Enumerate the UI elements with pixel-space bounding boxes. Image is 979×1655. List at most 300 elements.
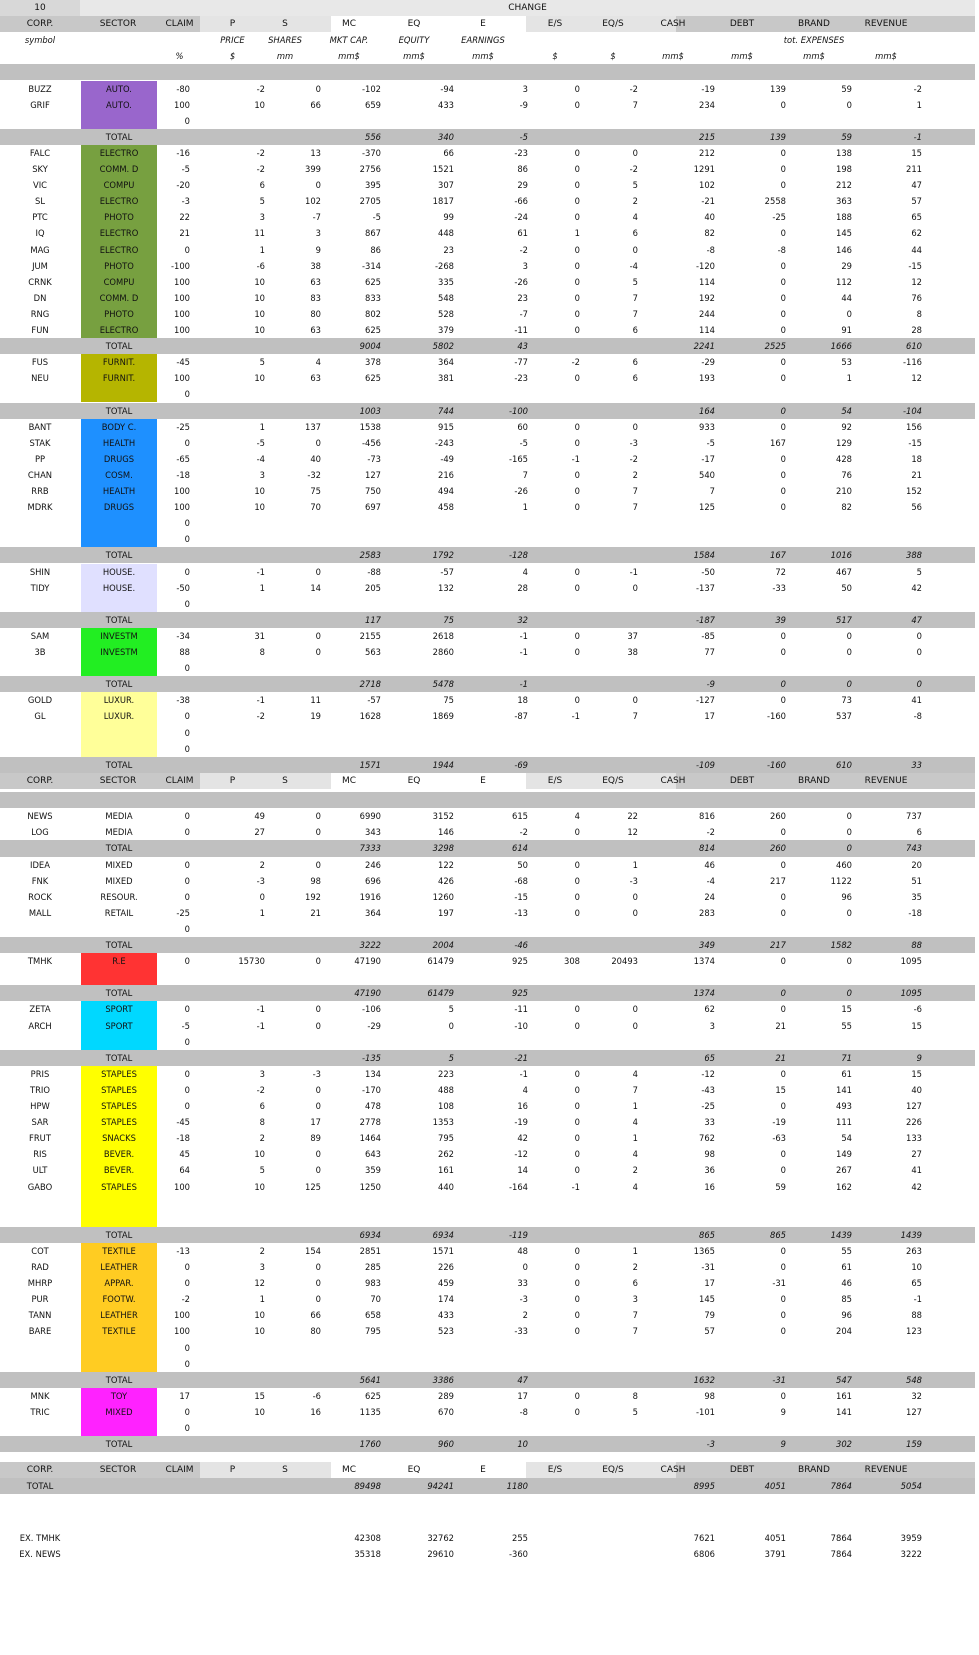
cell-col-8[interactable]: 0 bbox=[574, 147, 580, 158]
cell-col-4[interactable]: 98 bbox=[310, 875, 321, 886]
cell-col-0[interactable]: BARE bbox=[28, 1326, 52, 1337]
cell-col-4[interactable]: -6 bbox=[312, 1390, 321, 1401]
cell-col-13[interactable]: 12 bbox=[911, 276, 922, 287]
cell-col-7[interactable]: -24 bbox=[514, 212, 528, 223]
cell-col-13[interactable]: 28 bbox=[911, 325, 922, 335]
cell-col-7[interactable]: 0 bbox=[522, 1262, 528, 1273]
cell-col-12[interactable]: 267 bbox=[836, 1165, 852, 1176]
cell-col-11[interactable]: 0 bbox=[780, 630, 786, 641]
cell-col-1[interactable]: COSM. bbox=[105, 469, 133, 480]
cell-col-5[interactable]: -314 bbox=[361, 260, 381, 271]
cell-col-1[interactable]: STAPLES bbox=[101, 1084, 137, 1095]
cell-col-8[interactable]: 0 bbox=[574, 695, 580, 706]
cell-col-10[interactable]: 1291 bbox=[693, 164, 715, 174]
cell-col-10[interactable]: 192 bbox=[699, 292, 715, 303]
cell-col-0[interactable]: JUM bbox=[32, 260, 48, 271]
cell-col-8[interactable]: 0 bbox=[574, 891, 580, 902]
cell-col-2[interactable]: 100 bbox=[174, 99, 190, 110]
cell-col-11[interactable]: -25 bbox=[772, 212, 786, 223]
cell-col-6[interactable]: 75 bbox=[443, 614, 454, 625]
cell-col-8[interactable]: 0 bbox=[574, 1262, 580, 1273]
cell-col-2[interactable]: -38 bbox=[176, 695, 190, 706]
cell-col-5[interactable]: 205 bbox=[365, 582, 381, 593]
cell-col-10[interactable]: 244 bbox=[699, 308, 715, 319]
cell-col-6[interactable]: 960 bbox=[438, 1439, 454, 1450]
cell-col-7[interactable]: 255 bbox=[512, 1532, 528, 1543]
cell-col-4[interactable]: 14 bbox=[310, 582, 321, 593]
cell-col-2[interactable]: 88 bbox=[179, 647, 190, 657]
cell-col-4[interactable]: 70 bbox=[310, 502, 321, 513]
cell-col-3[interactable]: 10 bbox=[254, 502, 265, 513]
cell-col-3[interactable]: 10 bbox=[254, 1181, 265, 1192]
cell-col-12[interactable]: 76 bbox=[841, 469, 852, 480]
cell-col-11[interactable]: 0 bbox=[780, 1326, 786, 1337]
cell-col-12[interactable]: 198 bbox=[836, 164, 852, 174]
cell-col-9[interactable]: 7 bbox=[632, 711, 638, 722]
cell-col-13[interactable]: 88 bbox=[911, 1310, 922, 1321]
cell-col-4[interactable]: 63 bbox=[310, 276, 321, 287]
cell-col-11[interactable]: 2558 bbox=[764, 196, 786, 207]
cell-col-2[interactable]: 0 bbox=[184, 859, 190, 870]
cell-col-2[interactable]: 0 bbox=[184, 711, 190, 722]
cell-col-0[interactable]: HPW bbox=[30, 1101, 50, 1112]
cell-col-8[interactable]: 0 bbox=[574, 1326, 580, 1337]
cell-col-12[interactable]: 0 bbox=[846, 988, 852, 999]
cell-col-13[interactable]: 41 bbox=[911, 695, 922, 706]
cell-col-0[interactable]: RIS bbox=[33, 1149, 47, 1160]
cell-col-10[interactable]: 1365 bbox=[693, 1245, 715, 1256]
cell-col-7[interactable]: -77 bbox=[514, 357, 528, 368]
cell-col-11[interactable]: 21 bbox=[775, 1052, 786, 1063]
cell-col-2[interactable]: 0 bbox=[184, 566, 190, 577]
cell-col-7[interactable]: -66 bbox=[514, 196, 528, 207]
cell-col-2[interactable]: 100 bbox=[174, 1181, 190, 1192]
cell-col-6[interactable]: 1260 bbox=[432, 891, 454, 902]
cell-col-0[interactable]: FUN bbox=[31, 325, 49, 335]
cell-col-12[interactable]: 7864 bbox=[830, 1480, 852, 1491]
cell-col-8[interactable]: 0 bbox=[574, 212, 580, 223]
cell-col-10[interactable]: -101 bbox=[695, 1406, 715, 1417]
cell-col-2[interactable]: 0 bbox=[184, 244, 190, 255]
cell-col-1[interactable]: DRUGS bbox=[103, 502, 135, 513]
cell-col-3[interactable]: 8 bbox=[259, 647, 265, 657]
cell-col-6[interactable]: -49 bbox=[440, 453, 454, 464]
cell-col-11[interactable]: 0 bbox=[780, 695, 786, 706]
cell-col-13[interactable]: 76 bbox=[911, 292, 922, 303]
cell-col-4[interactable]: 4 bbox=[315, 357, 321, 368]
cell-col-1[interactable]: TEXTILE bbox=[102, 1245, 136, 1256]
cell-col-10[interactable]: 33 bbox=[704, 1117, 715, 1128]
cell-col-7[interactable]: 2 bbox=[522, 1310, 528, 1321]
cell-col-1[interactable]: ELECTRO bbox=[99, 244, 139, 255]
cell-col-6[interactable]: 5478 bbox=[432, 679, 454, 690]
cell-col-1[interactable]: MEDIA bbox=[105, 811, 133, 822]
cell-col-13[interactable]: 21 bbox=[911, 469, 922, 480]
cell-col-1[interactable]: TOTAL bbox=[105, 1439, 133, 1450]
cell-col-0[interactable]: COT bbox=[31, 1245, 49, 1256]
cell-col-6[interactable]: 99 bbox=[443, 212, 454, 223]
cell-col-1[interactable]: TOTAL bbox=[105, 988, 133, 999]
cell-col-13[interactable]: 88 bbox=[911, 940, 922, 951]
cell-col-5[interactable]: 2718 bbox=[359, 679, 381, 690]
cell-col-5[interactable]: 625 bbox=[365, 373, 381, 384]
cell-col-7[interactable]: 14 bbox=[517, 1165, 528, 1176]
cell-col-6[interactable]: 1869 bbox=[432, 711, 454, 722]
cell-col-2[interactable]: 100 bbox=[174, 373, 190, 384]
cell-col-5[interactable]: 1628 bbox=[359, 711, 381, 722]
cell-col-0[interactable]: TRIO bbox=[30, 1084, 50, 1095]
header-brand[interactable]: BRAND bbox=[798, 19, 830, 30]
cell-col-8[interactable]: 0 bbox=[574, 276, 580, 287]
cell-col-9[interactable]: 0 bbox=[632, 582, 638, 593]
cell-col-1[interactable]: TOTAL bbox=[105, 341, 133, 352]
cell-col-1[interactable]: MIXED bbox=[105, 875, 133, 886]
cell-col-3[interactable]: -2 bbox=[256, 711, 265, 722]
header-eq[interactable]: EQ bbox=[407, 19, 421, 30]
cell-col-9[interactable]: 0 bbox=[632, 695, 638, 706]
cell-col-7[interactable]: 16 bbox=[517, 1101, 528, 1112]
cell-col-5[interactable]: 70 bbox=[370, 1294, 381, 1305]
cell-col-11[interactable]: 217 bbox=[770, 875, 786, 886]
cell-col-9[interactable]: 0 bbox=[632, 891, 638, 902]
cell-col-2[interactable]: 45 bbox=[179, 1149, 190, 1160]
cell-col-8[interactable]: 0 bbox=[574, 630, 580, 641]
cell-col-3[interactable]: 15730 bbox=[238, 956, 265, 967]
cell-col-3[interactable]: 3 bbox=[259, 1068, 265, 1079]
cell-col-0[interactable]: GOLD bbox=[27, 695, 53, 706]
cell-col-10[interactable]: -120 bbox=[695, 260, 715, 271]
cell-col-9[interactable]: 2 bbox=[632, 1165, 638, 1176]
cell-col-3[interactable]: 2 bbox=[259, 859, 265, 870]
cell-col-6[interactable]: 5802 bbox=[432, 341, 454, 352]
cell-col-6[interactable]: -243 bbox=[434, 437, 454, 448]
cell-col-13[interactable]: -18 bbox=[908, 907, 922, 918]
cell-col-12[interactable]: 161 bbox=[836, 1390, 852, 1401]
cell-col-4[interactable]: 0 bbox=[315, 647, 321, 657]
cell-col-0[interactable]: SAR bbox=[31, 1117, 49, 1128]
cell-col-7[interactable]: 60 bbox=[517, 421, 528, 432]
cell-col-4[interactable]: 38 bbox=[310, 260, 321, 271]
cell-col-1[interactable]: DRUGS bbox=[103, 453, 135, 464]
cell-col-1[interactable]: HEALTH bbox=[102, 437, 136, 448]
header-revenue[interactable]: REVENUE bbox=[864, 775, 908, 786]
cell-col-0[interactable]: RAD bbox=[31, 1262, 49, 1273]
cell-col-2[interactable]: -34 bbox=[176, 630, 190, 641]
cell-col-4[interactable]: 17 bbox=[310, 1117, 321, 1128]
header-eqs[interactable]: EQ/S bbox=[602, 775, 624, 786]
cell-col-10[interactable]: 7621 bbox=[693, 1532, 715, 1543]
header-es[interactable]: E/S bbox=[547, 775, 563, 786]
cell-col-7[interactable]: 925 bbox=[512, 988, 528, 999]
cell-col-3[interactable]: 15 bbox=[254, 1390, 265, 1401]
cell-col-5[interactable]: -135 bbox=[361, 1052, 381, 1063]
cell-col-0[interactable]: 3B bbox=[34, 647, 46, 657]
cell-col-12[interactable]: 50 bbox=[841, 582, 852, 593]
cell-col-12[interactable]: 0 bbox=[846, 647, 852, 657]
cell-col-7[interactable]: 32 bbox=[517, 614, 528, 625]
cell-col-11[interactable]: 0 bbox=[780, 502, 786, 513]
cell-col-13[interactable]: 18 bbox=[911, 453, 922, 464]
cell-col-13[interactable]: 0 bbox=[916, 647, 922, 657]
cell-col-1[interactable]: HEALTH bbox=[102, 486, 136, 496]
cell-col-6[interactable]: 146 bbox=[438, 827, 454, 838]
header-eq[interactable]: EQ bbox=[407, 1464, 421, 1475]
cell-col-12[interactable]: 0 bbox=[846, 907, 852, 918]
cell-col-3[interactable]: -2 bbox=[256, 164, 265, 174]
cell-col-6[interactable]: 1521 bbox=[432, 164, 454, 174]
cell-col-5[interactable]: 625 bbox=[365, 276, 381, 287]
cell-col-13[interactable]: 65 bbox=[911, 1278, 922, 1289]
cell-col-10[interactable]: -85 bbox=[701, 630, 715, 641]
cell-col-8[interactable]: 0 bbox=[574, 875, 580, 886]
cell-col-10[interactable]: 6806 bbox=[693, 1548, 715, 1559]
cell-col-9[interactable]: 20493 bbox=[611, 956, 638, 967]
header-mc[interactable]: MC bbox=[341, 1464, 357, 1475]
cell-col-0[interactable]: STAK bbox=[29, 437, 51, 448]
cell-col-5[interactable]: 2756 bbox=[359, 164, 381, 174]
cell-col-4[interactable]: 0 bbox=[315, 566, 321, 577]
cell-col-0[interactable]: EX. TMHK bbox=[19, 1532, 61, 1543]
cell-col-11[interactable]: 865 bbox=[770, 1229, 786, 1240]
cell-col-5[interactable]: 6990 bbox=[359, 811, 381, 822]
cell-col-4[interactable]: 0 bbox=[315, 437, 321, 448]
cell-col-7[interactable]: 28 bbox=[517, 582, 528, 593]
cell-col-9[interactable]: 1 bbox=[632, 1245, 638, 1256]
cell-col-13[interactable]: 33 bbox=[911, 759, 922, 770]
cell-col-10[interactable]: 40 bbox=[704, 212, 715, 223]
cell-col-10[interactable]: 540 bbox=[699, 469, 715, 480]
cell-col-8[interactable]: 0 bbox=[574, 196, 580, 207]
cell-col-8[interactable]: 0 bbox=[574, 373, 580, 384]
cell-col-5[interactable]: -456 bbox=[361, 437, 381, 448]
cell-col-10[interactable]: 82 bbox=[704, 228, 715, 239]
cell-col-6[interactable]: 5 bbox=[448, 1004, 454, 1015]
cell-col-9[interactable]: -2 bbox=[629, 164, 638, 174]
cell-col-9[interactable]: 8 bbox=[632, 1390, 638, 1401]
cell-col-9[interactable]: 6 bbox=[632, 325, 638, 335]
cell-col-5[interactable]: 983 bbox=[365, 1278, 381, 1289]
cell-col-13[interactable]: -104 bbox=[902, 405, 922, 416]
cell-col-8[interactable]: 0 bbox=[574, 1117, 580, 1128]
header-e[interactable]: E bbox=[480, 1464, 486, 1475]
cell-col-2[interactable]: 0 bbox=[184, 115, 190, 126]
cell-col-10[interactable]: -5 bbox=[706, 437, 715, 448]
cell-col-9[interactable]: 1 bbox=[632, 859, 638, 870]
cell-col-5[interactable]: 47190 bbox=[354, 956, 381, 967]
cell-col-11[interactable]: 0 bbox=[780, 1149, 786, 1160]
cell-col-6[interactable]: 379 bbox=[438, 325, 454, 335]
cell-col-0[interactable]: GABO bbox=[27, 1181, 53, 1192]
cell-col-5[interactable]: 1538 bbox=[359, 421, 381, 432]
cell-col-6[interactable]: 340 bbox=[438, 131, 454, 142]
cell-col-13[interactable]: 57 bbox=[911, 196, 922, 207]
cell-col-6[interactable]: 1353 bbox=[432, 1117, 454, 1128]
cell-col-5[interactable]: 802 bbox=[365, 308, 381, 319]
cell-col-5[interactable]: -73 bbox=[367, 453, 381, 464]
cell-col-3[interactable]: 5 bbox=[259, 196, 265, 207]
cell-col-12[interactable]: 1666 bbox=[830, 341, 852, 352]
cell-col-2[interactable]: 22 bbox=[179, 212, 190, 223]
cell-col-11[interactable]: 2525 bbox=[764, 341, 786, 352]
cell-col-7[interactable]: 50 bbox=[517, 859, 528, 870]
cell-col-12[interactable]: 55 bbox=[841, 1245, 852, 1256]
cell-col-6[interactable]: 523 bbox=[438, 1326, 454, 1337]
header-revenue[interactable]: REVENUE bbox=[864, 19, 908, 30]
cell-col-5[interactable]: 696 bbox=[365, 875, 381, 886]
cell-col-10[interactable]: 1374 bbox=[693, 988, 715, 999]
cell-col-3[interactable]: 49 bbox=[254, 811, 265, 822]
cell-col-11[interactable]: 15 bbox=[775, 1084, 786, 1095]
cell-col-11[interactable]: 0 bbox=[780, 292, 786, 303]
cell-col-12[interactable]: 46 bbox=[841, 1278, 852, 1289]
cell-col-10[interactable]: -31 bbox=[701, 1262, 715, 1273]
cell-col-1[interactable]: COMPU bbox=[103, 276, 135, 287]
cell-col-6[interactable]: 174 bbox=[438, 1294, 454, 1305]
cell-col-11[interactable]: 0 bbox=[780, 679, 786, 690]
cell-col-7[interactable]: 33 bbox=[517, 1278, 528, 1289]
cell-col-13[interactable]: -2 bbox=[913, 83, 922, 94]
cell-col-7[interactable]: 23 bbox=[517, 292, 528, 303]
cell-col-10[interactable]: 234 bbox=[699, 99, 715, 110]
cell-col-8[interactable]: 0 bbox=[574, 859, 580, 870]
cell-col-2[interactable]: -18 bbox=[176, 469, 190, 480]
cell-col-2[interactable]: 0 bbox=[184, 891, 190, 902]
cell-col-13[interactable]: 56 bbox=[911, 502, 922, 513]
header-corp[interactable]: CORP. bbox=[26, 1464, 54, 1475]
cell-col-13[interactable]: 51 bbox=[911, 875, 922, 886]
cell-col-13[interactable]: 40 bbox=[911, 1084, 922, 1095]
cell-col-7[interactable]: 86 bbox=[517, 164, 528, 174]
header-s[interactable]: S bbox=[282, 1464, 288, 1475]
cell-col-4[interactable]: 0 bbox=[315, 1084, 321, 1095]
cell-col-0[interactable]: PP bbox=[34, 453, 46, 464]
cell-col-10[interactable]: 2241 bbox=[693, 341, 715, 352]
cell-col-8[interactable]: 0 bbox=[574, 1406, 580, 1417]
cell-col-3[interactable]: 1 bbox=[259, 244, 265, 255]
cell-col-6[interactable]: 66 bbox=[443, 147, 454, 158]
cell-col-12[interactable]: 61 bbox=[841, 1068, 852, 1079]
cell-col-4[interactable]: 0 bbox=[315, 1004, 321, 1015]
cell-col-5[interactable]: -88 bbox=[367, 566, 381, 577]
cell-col-7[interactable]: -1 bbox=[519, 647, 528, 657]
cell-col-11[interactable]: -19 bbox=[772, 1117, 786, 1128]
cell-col-0[interactable]: PUR bbox=[31, 1294, 49, 1305]
cell-col-12[interactable]: 0 bbox=[846, 630, 852, 641]
cell-col-12[interactable]: 146 bbox=[836, 244, 852, 255]
cell-col-11[interactable]: 0 bbox=[780, 1390, 786, 1401]
cell-col-13[interactable]: 0 bbox=[916, 679, 922, 690]
cell-col-7[interactable]: 4 bbox=[522, 1084, 528, 1095]
cell-col-10[interactable]: 7 bbox=[709, 486, 715, 496]
cell-col-5[interactable]: 2705 bbox=[359, 196, 381, 207]
cell-col-6[interactable]: 433 bbox=[438, 99, 454, 110]
cell-col-4[interactable]: 0 bbox=[315, 956, 321, 967]
cell-col-8[interactable]: 0 bbox=[574, 1020, 580, 1031]
cell-col-1[interactable]: LUXUR. bbox=[103, 711, 135, 722]
cell-col-12[interactable]: 610 bbox=[836, 759, 852, 770]
cell-col-10[interactable]: 1584 bbox=[693, 550, 715, 561]
cell-col-7[interactable]: 615 bbox=[512, 811, 528, 822]
cell-col-9[interactable]: -3 bbox=[629, 875, 638, 886]
cell-col-4[interactable]: 102 bbox=[305, 196, 321, 207]
cell-col-12[interactable]: 82 bbox=[841, 502, 852, 513]
cell-col-4[interactable]: 0 bbox=[315, 1262, 321, 1273]
cell-col-9[interactable]: 2 bbox=[632, 196, 638, 207]
cell-col-3[interactable]: 10 bbox=[254, 99, 265, 110]
cell-col-6[interactable]: 448 bbox=[438, 228, 454, 239]
cell-col-6[interactable]: 440 bbox=[438, 1181, 454, 1192]
cell-col-3[interactable]: 2 bbox=[259, 1245, 265, 1256]
cell-col-1[interactable]: LUXUR. bbox=[103, 695, 135, 706]
cell-col-6[interactable]: 226 bbox=[438, 1262, 454, 1273]
cell-col-6[interactable]: 528 bbox=[438, 308, 454, 319]
cell-col-9[interactable]: 0 bbox=[632, 1004, 638, 1015]
header-e[interactable]: E bbox=[480, 19, 486, 30]
cell-col-10[interactable]: 215 bbox=[699, 131, 715, 142]
cell-col-6[interactable]: 795 bbox=[438, 1133, 454, 1144]
cell-col-2[interactable]: 0 bbox=[184, 1406, 190, 1417]
cell-col-5[interactable]: 134 bbox=[365, 1068, 381, 1079]
cell-col-5[interactable]: 35318 bbox=[354, 1548, 381, 1559]
cell-col-5[interactable]: -102 bbox=[361, 83, 381, 94]
cell-col-11[interactable]: 21 bbox=[775, 1020, 786, 1031]
cell-col-6[interactable]: 3298 bbox=[432, 843, 454, 854]
cell-col-12[interactable]: 138 bbox=[836, 147, 852, 158]
cell-col-3[interactable]: 10 bbox=[254, 1326, 265, 1337]
header-debt[interactable]: DEBT bbox=[729, 1464, 755, 1475]
cell-col-10[interactable]: 164 bbox=[699, 405, 715, 416]
cell-col-2[interactable]: 100 bbox=[174, 308, 190, 319]
cell-col-10[interactable]: 36 bbox=[704, 1165, 715, 1176]
cell-col-5[interactable]: 5641 bbox=[359, 1374, 381, 1385]
cell-col-4[interactable]: 66 bbox=[310, 1310, 321, 1321]
cell-col-1[interactable]: ELECTRO bbox=[99, 325, 139, 335]
cell-col-4[interactable]: 0 bbox=[315, 83, 321, 94]
cell-col-9[interactable]: 22 bbox=[627, 811, 638, 822]
cell-col-10[interactable]: -9 bbox=[706, 679, 715, 690]
cell-col-1[interactable]: TOTAL bbox=[105, 614, 133, 625]
header-corp[interactable]: CORP. bbox=[26, 19, 54, 30]
cell-col-1[interactable]: TOTAL bbox=[105, 1374, 133, 1385]
cell-col-13[interactable]: 15 bbox=[911, 147, 922, 158]
cell-col-1[interactable]: RETAIL bbox=[104, 907, 134, 918]
cell-col-3[interactable]: 10 bbox=[254, 292, 265, 303]
cell-col-12[interactable]: 1582 bbox=[830, 940, 852, 951]
header-claim[interactable]: CLAIM bbox=[165, 775, 194, 786]
cell-col-8[interactable]: 0 bbox=[574, 1133, 580, 1144]
cell-col-7[interactable]: -2 bbox=[519, 827, 528, 838]
cell-col-11[interactable]: 217 bbox=[770, 940, 786, 951]
cell-col-8[interactable]: 0 bbox=[574, 502, 580, 513]
cell-col-0[interactable]: RNG bbox=[30, 308, 50, 319]
cell-col-6[interactable]: 262 bbox=[438, 1149, 454, 1160]
header-debt[interactable]: DEBT bbox=[729, 775, 755, 786]
cell-col-2[interactable]: -45 bbox=[176, 1117, 190, 1128]
cell-col-10[interactable]: -109 bbox=[695, 759, 715, 770]
cell-col-1[interactable]: STAPLES bbox=[101, 1068, 137, 1079]
cell-col-7[interactable]: -9 bbox=[519, 99, 528, 110]
cell-col-6[interactable]: 2004 bbox=[432, 940, 454, 951]
cell-col-5[interactable]: 556 bbox=[365, 131, 381, 142]
cell-col-8[interactable]: 0 bbox=[574, 1278, 580, 1289]
cell-col-1[interactable]: AUTO. bbox=[106, 99, 132, 110]
cell-col-4[interactable]: 16 bbox=[310, 1406, 321, 1417]
cell-col-2[interactable]: 0 bbox=[184, 727, 190, 738]
cell-col-11[interactable]: 3791 bbox=[764, 1548, 786, 1559]
cell-col-11[interactable]: 0 bbox=[780, 1245, 786, 1256]
cell-col-5[interactable]: 7333 bbox=[359, 843, 381, 854]
cell-col-12[interactable]: 55 bbox=[841, 1020, 852, 1031]
